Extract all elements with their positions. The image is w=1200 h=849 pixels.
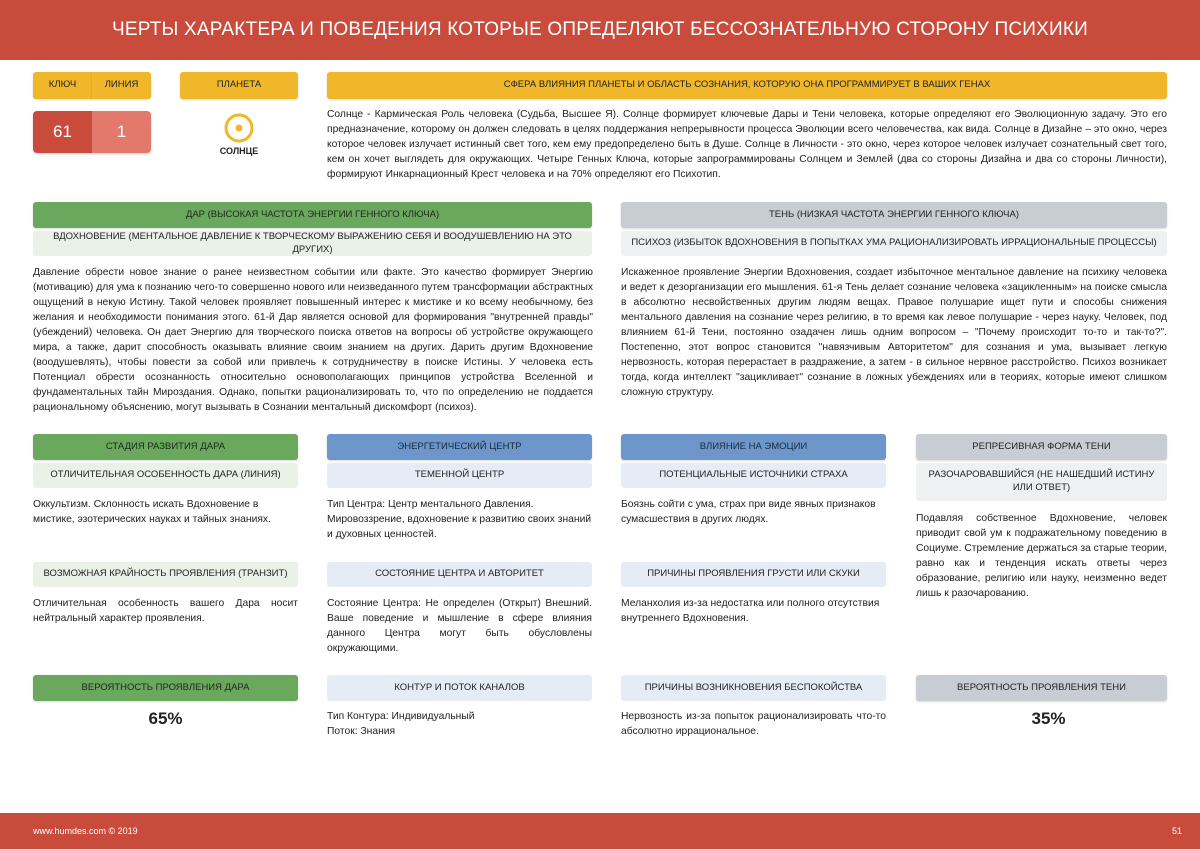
center-title: ЭНЕРГЕТИЧЕСКИЙ ЦЕНТР	[327, 434, 592, 460]
gift-probability-title: ВЕРОЯТНОСТЬ ПРОЯВЛЕНИЯ ДАРА	[33, 675, 298, 701]
center-text: Тип Центра: Центр ментального Давления. Мировоззрение, вдохновение к развитию своих знаний и духовных ценностей.	[327, 499, 592, 540]
center-subtitle: ТЕМЕННОЙ ЦЕНТР	[327, 463, 592, 488]
anxiety-text: Нервозность из-за попыток рационализировать что-то абсолютно иррациональное.	[621, 711, 886, 737]
gift-text: Давление обрести новое знание о ранее неизвестном событии или факте. Это качество формирует Энергию (мотивацию) для ума к познанию чего-то совершенно нового или неизведанного путем трансформации абстрактных ощущений в некую Истину. Такой человек проявляет повышенный интерес к мистике и ко всему необычному, без желания и необходимости понимания этого. 61-й Дар является основой для формирования "внутренней правды" (убеждений) человека. Он дает Энергию для творческого поиска ответов на вопросы об устройстве окружающего мира, а также, дарит способность оказывать влияние своим знанием на других. Дарить другим Вдохновение (воодушевлять), чтобы повести за собой или привлечь к сотрудничеству в поиске Истины. У человека есть Потенциал обрести осознанность относительно основополагающих принципов устройства Вселенной и фундаментальных тайн Мироздания. Однако, попытки рационализировать то, что по определению не поддается рациональному объяснению, могут вызывать в Сознании ментальный дискомфорт (психоз).	[33, 267, 593, 413]
line-value: 1	[92, 111, 151, 153]
extreme-text: Отличительная особенность вашего Дара носит нейтральный характер проявления.	[33, 598, 298, 624]
footer-site: www.humdes.com © 2019	[33, 826, 138, 836]
sadness-title: ПРИЧИНЫ ПРОЯВЛЕНИЯ ГРУСТИ ИЛИ СКУКИ	[621, 562, 886, 587]
line-label: ЛИНИЯ	[92, 72, 151, 99]
circuit-text: Тип Контура: Индивидуальный Поток: Знания	[327, 711, 475, 737]
planet-label: ПЛАНЕТА	[180, 72, 298, 99]
state-title: СОСТОЯНИЕ ЦЕНТРА И АВТОРИТЕТ	[327, 562, 592, 587]
emotion-text: Боязнь сойти с ума, страх при виде явных признаков сумасшествия в других людях.	[621, 499, 876, 525]
sadness-text: Меланхолия из-за недостатка или полного отсутствия внутреннего Вдохновения.	[621, 598, 880, 624]
gift-subtitle: ВДОХНОВЕНИЕ (МЕНТАЛЬНОЕ ДАВЛЕНИЕ К ТВОРЧЕСКОМУ ВЫРАЖЕНИЮ СЕБЯ И ВООДУШЕВЛЕНИЮ НА ЭТО ДРУГИХ)	[33, 231, 592, 256]
gift-probability-value: 65%	[148, 709, 183, 728]
planet-name: СОЛНЦЕ	[219, 146, 259, 156]
key-label: КЛЮЧ	[33, 72, 92, 99]
footer	[0, 813, 1200, 849]
extreme-title: ВОЗМОЖНАЯ КРАЙНОСТЬ ПРОЯВЛЕНИЯ (ТРАНЗИТ)	[33, 562, 298, 587]
shadow-text: Искаженное проявление Энергии Вдохновения, создает избыточное ментальное давление на психику человека и ведет к дезорганизации его мышления. 61-я Тень делает сознание человека «зацикленным» на поиске смысла в абсолютно несвойственных другим людям вещах. Правое полушарие ищет пути и способы снижения ментального давления на сознание через религию, в то время как левое полушарие - через науку. Человек, под влиянием 61-й Тени, постоянно озадачен лишь одним вопросом – "Почему происходит то-то и так-то?". Постепенно, этот вопрос становится "навязчивым Авторитетом" для сознания и ума, вызывает легкую нервозность, которая перерастает в раздражение, а затем - в сильное нервное расстройство. Психоз возникает тогда, когда интеллект "зацикливает" сознание в ложных убеждениях или в теориях, которые имеют слишком сложную структуру.	[621, 267, 1167, 398]
page-number: 51	[1171, 826, 1182, 836]
page-title: ЧЕРТЫ ХАРАКТЕРА И ПОВЕДЕНИЯ КОТОРЫЕ ОПРЕДЕЛЯЮТ БЕССОЗНАТЕЛЬНУЮ СТОРОНУ ПСИХИКИ	[0, 0, 1200, 60]
circuit-title: КОНТУР И ПОТОК КАНАЛОВ	[327, 675, 592, 701]
emotion-subtitle: ПОТЕНЦИАЛЬНЫЕ ИСТОЧНИКИ СТРАХА	[621, 463, 886, 488]
shadow-probability-value: 35%	[1031, 709, 1066, 728]
state-text: Состояние Центра: Не определен (Открыт) Внешний. Ваше поведение и мышление в сфере влияния данного Центра могут быть обусловлены окружающими.	[327, 598, 592, 654]
key-line-values	[33, 111, 151, 153]
stage-subtitle: ОТЛИЧИТЕЛЬНАЯ ОСОБЕННОСТЬ ДАРА (ЛИНИЯ)	[33, 463, 298, 488]
anxiety-title: ПРИЧИНЫ ВОЗНИКНОВЕНИЯ БЕСПОКОЙСТВА	[621, 675, 886, 701]
gift-title: ДАР (ВЫСОКАЯ ЧАСТОТА ЭНЕРГИИ ГЕННОГО КЛЮЧА)	[33, 202, 592, 228]
shadow-title: ТЕНЬ (НИЗКАЯ ЧАСТОТА ЭНЕРГИИ ГЕННОГО КЛЮЧА)	[621, 202, 1167, 228]
stage-title: СТАДИЯ РАЗВИТИЯ ДАРА	[33, 434, 298, 460]
stage-text: Оккультизм. Склонность искать Вдохновение в мистике, эзотерических науках и тайных знаниях.	[33, 499, 271, 525]
repressive-subtitle: РАЗОЧАРОВАВШИЙСЯ (НЕ НАШЕДШИЙ ИСТИНУ ИЛИ ОТВЕТ)	[916, 463, 1167, 501]
repressive-text: Подавляя собственное Вдохновение, человек приводит свой ум к подражательному поведению в Социуме. Стремление держаться за старые теории, равно как и тенденция искать ответы через образование, религию или науку, неизменно ведет лишь к разочарованию.	[916, 513, 1167, 599]
shadow-subtitle: ПСИХОЗ (ИЗБЫТОК ВДОХНОВЕНИЯ В ПОПЫТКАХ УМА РАЦИОНАЛИЗИРОВАТЬ ИРРАЦИОНАЛЬНЫЕ ПРОЦЕССЫ)	[621, 231, 1167, 256]
emotion-title: ВЛИЯНИЕ НА ЭМОЦИИ	[621, 434, 886, 460]
sphere-text: Солнце - Кармическая Роль человека (Судьба, Высшее Я). Солнце формирует ключевые Дары и Тени человека, которые определяют его Эволюционную задачу. Это его предназначение, которому он должен следовать в целях поддержания непрерывности процесса Эволюции всего человечества, как вида. Солнце в Дизайне – это окно, через которое человек излучает истинный свет того, кем ему предопределено быть в Душе. Солнце в Личности - это окно, через которое человек излучает сознательный свет того, кем он хочет выглядеть для окружающих. Четыре Генных Ключа, которые запрограммированы Солнцем и Землей (два со стороны Дизайна и два со стороны Личности), формируют Инкарнационный Крест человека и на 70% определяют его Психотип.	[327, 109, 1167, 180]
sphere-title: СФЕРА ВЛИЯНИЯ ПЛАНЕТЫ И ОБЛАСТЬ СОЗНАНИЯ, КОТОРУЮ ОНА ПРОГРАММИРУЕТ В ВАШИХ ГЕНАХ	[327, 72, 1167, 99]
key-value: 61	[33, 111, 92, 153]
repressive-title: РЕПРЕСИВНАЯ ФОРМА ТЕНИ	[916, 434, 1167, 460]
shadow-probability-title: ВЕРОЯТНОСТЬ ПРОЯВЛЕНИЯ ТЕНИ	[916, 675, 1167, 701]
sun-icon	[223, 112, 255, 144]
